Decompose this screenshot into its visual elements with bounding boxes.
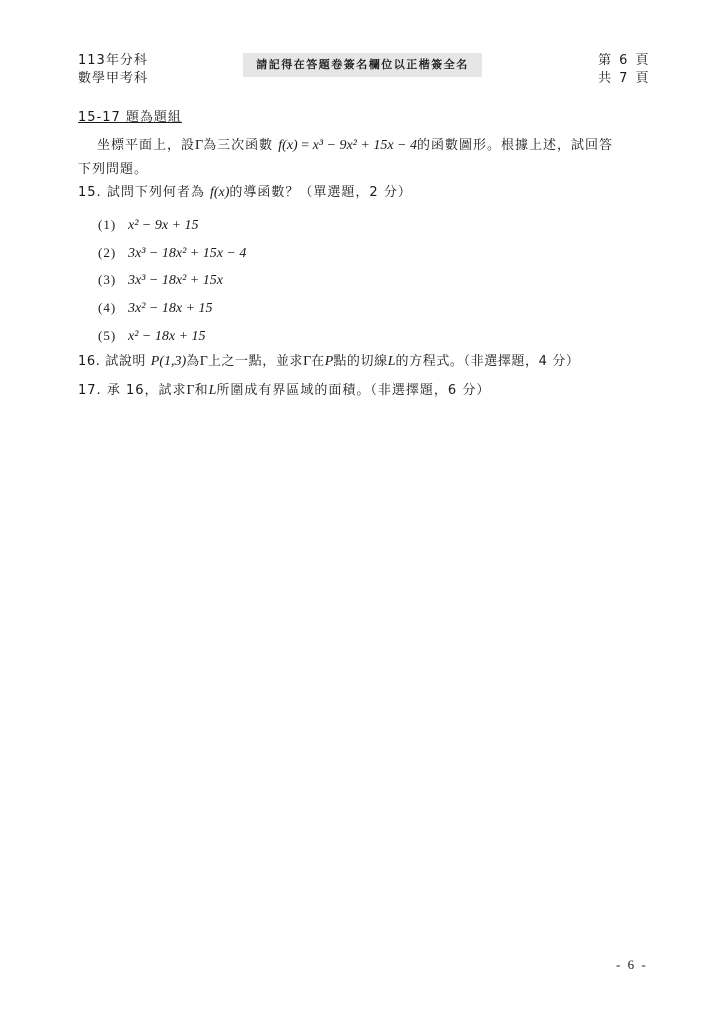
- q15-option[interactable]: [98, 298, 213, 319]
- q16-text-mid3: 在: [311, 354, 325, 369]
- group-title: 15-17 題為題組: [78, 110, 182, 125]
- gamma-symbol: Γ: [186, 383, 195, 398]
- option-expr: x² − 9x + 15: [128, 218, 199, 233]
- q17-l: L: [208, 383, 217, 398]
- q15-option[interactable]: [98, 243, 246, 264]
- gamma-symbol: Γ: [199, 354, 208, 369]
- option-expr: x² − 18x + 15: [128, 329, 206, 344]
- question-17: [78, 381, 490, 401]
- q15-option[interactable]: [98, 326, 206, 347]
- intro-mid: 為三次函數: [203, 138, 274, 153]
- total-pages-label: 共 7 頁: [598, 71, 651, 86]
- q17-number: 17.: [78, 383, 102, 398]
- intro-prefix: 坐標平面上，設: [97, 138, 196, 153]
- option-label: (3): [98, 272, 117, 287]
- q16-text-mid1: 為: [186, 354, 200, 369]
- option-label: (2): [98, 245, 117, 260]
- option-label: (4): [98, 300, 117, 315]
- function-lhs: f(x): [278, 138, 298, 153]
- q16-text-mid4: 點的切線: [333, 354, 388, 369]
- q15-number: 15.: [78, 185, 102, 200]
- q17-text-mid: 和: [194, 383, 209, 398]
- q15-text-prefix: 試問下列何者為: [106, 185, 205, 200]
- intro-suffix: 的函數圖形。根據上述，試回答: [417, 138, 614, 153]
- group-intro-line2: 下列問題。: [78, 162, 149, 177]
- subject: 數學甲考科: [78, 71, 149, 86]
- q16-l: L: [387, 354, 396, 369]
- group-intro: 坐標平面上，設Γ為三次函數 f(x) = x³ − 9x² + 15x − 4的函數圖形。根據上述，試回答: [97, 138, 614, 153]
- q17-text-prefix: 承 16，試求: [106, 383, 187, 398]
- q15-fx: f(x): [209, 185, 230, 200]
- q17-text-suffix: 所圍成有界區域的面積。（非選擇題，6 分）: [216, 383, 491, 398]
- exam-year: 113年分科: [78, 53, 148, 68]
- gamma-symbol: Γ: [195, 138, 204, 153]
- q16-number: 16.: [78, 354, 101, 369]
- q15-option[interactable]: [98, 270, 223, 291]
- page-number-footer: - 6 -: [616, 957, 648, 972]
- function-rhs: x³ − 9x² + 15x − 4: [312, 138, 417, 153]
- signature-notice: 請記得在答題卷簽名欄位以正楷簽全名: [243, 53, 482, 77]
- option-label: (1): [98, 217, 117, 232]
- option-expr: 3x² − 18x + 15: [128, 301, 213, 316]
- q15-option[interactable]: [98, 215, 199, 236]
- q16-point: P(1,3): [150, 354, 187, 369]
- question-16: [78, 352, 579, 372]
- option-label: (5): [98, 328, 117, 343]
- page-label: 第 6 頁: [598, 53, 651, 68]
- q16-text-suffix: 的方程式。（非選擇題，4 分）: [395, 354, 580, 369]
- option-expr: 3x³ − 18x² + 15x − 4: [128, 246, 247, 261]
- gamma-symbol: Γ: [303, 354, 312, 369]
- q16-text-mid2: 上之一點，並求: [207, 354, 304, 369]
- q16-p: P: [324, 354, 334, 369]
- question-15: [78, 183, 412, 203]
- option-expr: 3x³ − 18x² + 15x: [128, 273, 223, 288]
- q15-text-suffix: 的導函數？（單選題，2 分）: [229, 185, 412, 200]
- q16-text-prefix: 試說明: [105, 354, 147, 369]
